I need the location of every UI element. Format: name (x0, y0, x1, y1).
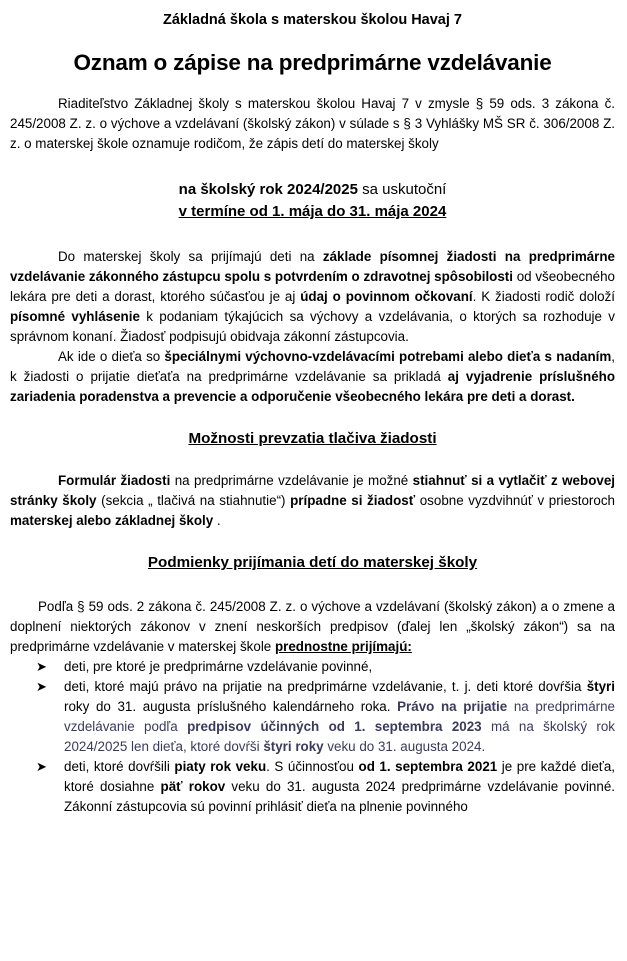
item2-bold-2: Právo na prijatie (397, 699, 508, 714)
item3-text-2: . S účinnosťou (266, 759, 359, 774)
p1-bold-2: údaj o povinnom očkovaní (300, 289, 473, 304)
special-needs-paragraph (10, 347, 615, 407)
item2-text-5: veku do 31. augusta 2024. (323, 739, 486, 754)
p1-text-1: Do materskej školy sa prijímajú deti na (58, 249, 323, 264)
item3-text-3: je pre každé dieťa, ktoré dosiahne (64, 759, 615, 794)
item2-bold-4: štyri roky (263, 739, 324, 754)
p1-bold-3: písomné vyhlásenie (10, 309, 140, 324)
p1-text-3: . K žiadosti rodič doloží (472, 289, 615, 304)
priority-list (10, 657, 615, 817)
s2-intro-text: Podľa § 59 ods. 2 zákona č. 245/2008 Z. z. o výchove a vzdelávaní (školský zákon) a o zmene a doplnení niektorých zákonov v znení neskorších predpisov (ďalej len „školský zákon“) sa na predprimárne vzdelávanie v materskej škole (10, 599, 615, 654)
item3-bold-2: od 1. septembra 2021 (358, 759, 498, 774)
item2-text-3: na predprimárne vzdelávanie podľa (64, 699, 615, 734)
item2-text-4: má na školský rok 2024/2025 len dieťa, ktoré dovŕši (64, 719, 616, 754)
s2-intro-bold: prednostne prijímajú: (274, 639, 412, 654)
intro-paragraph: Riaditeľstvo Základnej školy s materskou školou Havaj 7 v zmysle § 59 ods. 3 zákona č. 245/2008 Z. z. o výchove a vzdelávaní (školský zákon) v súlade s § 3 Vyhlášky MŠ SR č. 306/2008 Z. z. o materskej škole oznamuje rodičom, že zápis detí do materskej školy (10, 96, 615, 151)
admission-paragraph (10, 247, 615, 347)
enrollment-term: v termíne od 1. mája do 31. mája 2024 (178, 203, 447, 220)
s1-text-2: (sekcia „ tlačivá na stiahnutie“) (96, 493, 291, 508)
item3-text-4: veku do 31. augusta 2024 predprimárne vzdelávanie povinné. Zákonní zástupcovia sú povinní prihlásiť dieťa na plnenie povinného (64, 779, 615, 814)
p1-text-2: od všeobecného lekára pre deti a dorast, ktorého súčasťou je aj (10, 269, 616, 304)
p2-text-2: , k žiadosti o prijatie dieťaťa na predprimárne vzdelávanie sa prikladá (10, 349, 615, 384)
school-year-bold: na školský rok 2024/2025 (178, 181, 358, 198)
item3-bold-1: piaty rok veku (174, 759, 267, 774)
conditions-intro (10, 597, 615, 657)
p2-text-1: Ak ide o dieťa so (58, 349, 165, 364)
item3-text-1: deti, ktoré dovŕšili (64, 759, 175, 774)
item2-text-1: deti, ktoré majú právo na prijatie na predprimárne vzdelávanie, t. j. deti ktoré dovŕšia (64, 679, 587, 694)
item2-bold-1: štyri (586, 679, 615, 694)
arrow-bullet-icon: ➤ (36, 679, 47, 694)
section-heading-conditions: Podmienky prijímania detí do materskej školy (147, 554, 478, 571)
item1-text: deti, pre ktoré je predprimárne vzdelávanie povinné, (64, 659, 373, 674)
school-year-line (10, 178, 615, 201)
p2-bold-2: aj vyjadrenie príslušného zariadenia poradenstva a prevencie a odporučenie všeobecného lekára pre deti a dorast. (10, 369, 616, 404)
section-heading-form: Možnosti prevzatia tlačiva žiadosti (188, 430, 437, 447)
p1-text-4: k podaniam týkajúcich sa výchovy a vzdelávania, o ktorých sa rozhoduje v správnom konaní. Žiadosť podpisujú obidvaja zákonní zástupcovia. (10, 309, 615, 344)
list-item (10, 657, 615, 677)
arrow-bullet-icon: ➤ (36, 659, 47, 674)
s1-bold-1: Formulár žiadosti (58, 473, 171, 488)
item2-bold-3: predpisov účinných od 1. septembra 2023 (187, 719, 482, 734)
p2-bold-1: špeciálnymi výchovno-vzdelávacími potrebami alebo dieťa s nadaním (164, 349, 612, 364)
arrow-bullet-icon: ➤ (36, 759, 47, 774)
s1-bold-3: prípadne si žiadosť (290, 493, 416, 508)
item2-text-2: roky do 31. augusta príslušného kalendárneho roka. (64, 699, 398, 714)
form-paragraph (10, 471, 615, 531)
s1-text-4: . (213, 513, 221, 528)
s1-bold-4: materskej alebo základnej školy (10, 513, 214, 528)
item3-bold-3: päť rokov (160, 779, 226, 794)
s1-text-3: osobne vyzdvihnúť v priestoroch (415, 493, 615, 508)
school-year-rest: sa uskutoční (357, 181, 447, 198)
s1-text-1: na predprimárne vzdelávanie je možné (170, 473, 413, 488)
school-name: Základná škola s materskou školou Havaj 7 (163, 12, 462, 28)
list-item (10, 677, 615, 757)
s1-bold-2: stiahnuť si a vytlačiť z webovej stránky školy (10, 473, 615, 508)
p1-bold-1: základe písomnej žiadosti na predprimárne vzdelávanie zákonného zástupcu spolu s potvrdením o zdravotnej spôsobilosti (10, 249, 616, 284)
list-item (10, 757, 615, 817)
document-title: Oznam o zápise na predprimárne vzdelávanie (73, 50, 552, 75)
